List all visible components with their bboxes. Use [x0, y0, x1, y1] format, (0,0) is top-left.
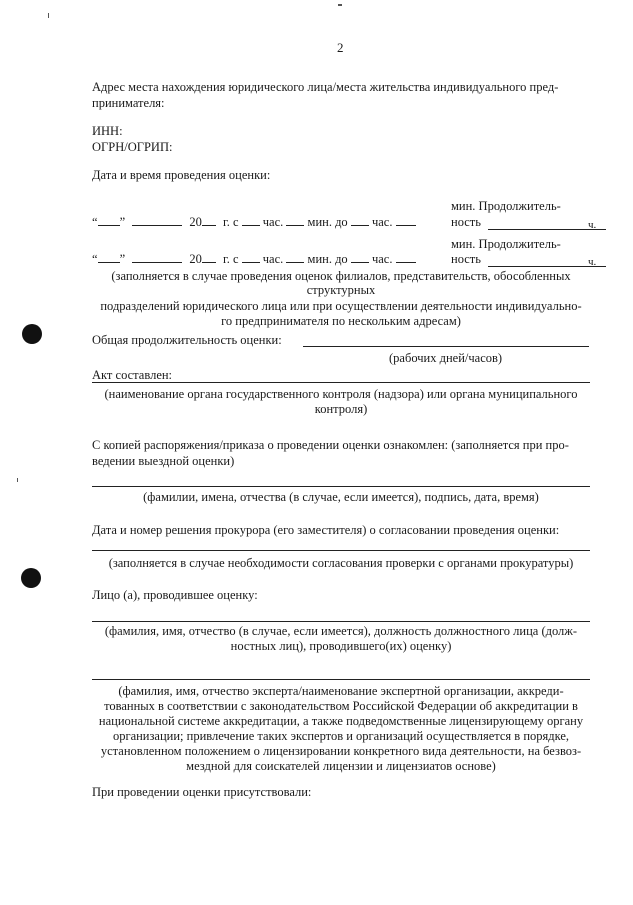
- copy-order-caption: (фамилии, имена, отчества (в случае, если имеется), подпись, дата, время): [143, 490, 539, 504]
- hour-to-label: час.: [371, 252, 393, 266]
- month-blank: [132, 251, 182, 263]
- expert-caption-line3: национальной системе аккредитации, а также подведомственные лицензирующему органу: [98, 714, 584, 728]
- hour-to-blank: [351, 251, 369, 263]
- scan-speck: [17, 478, 18, 482]
- hours-underline: [582, 266, 606, 267]
- present-label: При проведении оценки присутствовали:: [92, 785, 312, 799]
- act-caption-line2: контроля): [314, 402, 368, 416]
- expert-caption-line4: организации; привлечение таких экспертов и организаций осуществляется в порядке,: [112, 729, 570, 743]
- hour-to-label: час.: [371, 215, 393, 229]
- act-label: Акт составлен:: [92, 368, 173, 382]
- datetime-heading: Дата и время проведения оценки:: [92, 168, 271, 182]
- hour-label: час.: [262, 252, 284, 266]
- inspector-label: Лицо (а), проводившее оценку:: [92, 588, 258, 602]
- hour-from-blank: [242, 214, 260, 226]
- page-number: 2: [337, 40, 344, 55]
- g-s-label: г. с: [223, 215, 239, 229]
- quote-close: ”: [119, 252, 126, 266]
- day-blank: [98, 251, 120, 263]
- quote-open: “: [92, 252, 98, 266]
- inspector-blank: [92, 621, 590, 622]
- branches-note-line4: го предпринимателя по нескольким адресам): [221, 314, 461, 328]
- datetime-fields-line: [92, 251, 416, 267]
- punch-hole: [21, 568, 41, 588]
- hours-underline: [582, 229, 606, 230]
- year-blank: [202, 251, 216, 263]
- total-duration-label: Общая продолжительность оценки:: [92, 333, 282, 347]
- quote-open: “: [92, 215, 98, 229]
- year-label: 20: [189, 252, 202, 266]
- duration-blank: [488, 229, 582, 230]
- ogrn-label: ОГРН/ОГРИП:: [92, 140, 173, 154]
- duration-label-top: мин. Продолжитель-: [451, 199, 561, 213]
- duration-blank: [488, 266, 582, 267]
- day-blank: [98, 214, 120, 226]
- act-caption-line1: (наименование органа государственного контроля (надзора) или органа муниципального: [104, 387, 578, 401]
- min-to-label: мин. до: [307, 215, 348, 229]
- prosecutor-blank: [92, 550, 590, 551]
- expert-caption-line6: мездной для соискателей лицензии и лицензиатов основе): [186, 759, 496, 773]
- hours-unit: ч.: [588, 256, 597, 268]
- expert-blank: [92, 679, 590, 680]
- hour-to-blank: [351, 214, 369, 226]
- min-from-blank: [286, 214, 304, 226]
- scan-speck: [338, 4, 342, 6]
- min-to-label: мин. до: [307, 252, 348, 266]
- inspector-caption-line2: ностных лиц), проводившего(их) оценку): [230, 639, 452, 653]
- hour-label: час.: [262, 215, 284, 229]
- min-to-blank: [396, 251, 416, 263]
- act-blank: [92, 382, 590, 383]
- total-duration-caption: (рабочих дней/часов): [389, 351, 503, 365]
- copy-order-line1: С копией распоряжения/приказа о проведении оценки ознакомлен: (заполняется при про-: [92, 438, 569, 452]
- month-blank: [132, 214, 182, 226]
- inn-label: ИНН:: [92, 124, 123, 138]
- year-blank: [202, 214, 216, 226]
- hour-from-blank: [242, 251, 260, 263]
- prosecutor-caption: (заполняется в случае необходимости согласования проверки с органами прокуратуры): [108, 556, 574, 570]
- total-duration-blank: [303, 346, 589, 347]
- min-to-blank: [396, 214, 416, 226]
- prosecutor-text: Дата и номер решения прокурора (его заместителя) о согласовании проведения оценки:: [92, 523, 560, 537]
- min-from-blank: [286, 251, 304, 263]
- quote-close: ”: [119, 215, 126, 229]
- scan-speck: [48, 13, 49, 18]
- datetime-fields-line: [92, 214, 416, 230]
- branches-note-line3: подразделений юридического лица или при осуществлении деятельности индивидуально-: [100, 299, 582, 313]
- expert-caption-line5: установленном положением о лицензировании конкретного вида деятельности, на безвоз-: [100, 744, 582, 758]
- expert-caption-line1: (фамилия, имя, отчество эксперта/наименование экспертной организации, аккреди-: [118, 684, 564, 698]
- duration-label-bottom: ность: [451, 252, 481, 266]
- address-label-line2: принимателя:: [92, 96, 165, 110]
- hours-unit: ч.: [588, 219, 597, 231]
- copy-order-line2: ведении выездной оценки): [92, 454, 235, 468]
- inspector-caption-line1: (фамилия, имя, отчество (в случае, если имеется), должность должностного лица (долж-: [104, 624, 578, 638]
- address-label-line1: Адрес места нахождения юридического лица/места жительства индивидуального пред-: [92, 80, 559, 94]
- year-label: 20: [189, 215, 202, 229]
- copy-order-blank: [92, 486, 590, 487]
- expert-caption-line2: тованных в соответствии с законодательством Российской Федерации об аккредитации в: [104, 699, 578, 713]
- duration-label-top: мин. Продолжитель-: [451, 237, 561, 251]
- punch-hole: [22, 324, 42, 344]
- branches-note-line2: структурных: [306, 283, 376, 297]
- g-s-label: г. с: [223, 252, 239, 266]
- duration-label-bottom: ность: [451, 215, 481, 229]
- branches-note-line1: (заполняется в случае проведения оценок филиалов, представительств, обособленных: [111, 269, 571, 283]
